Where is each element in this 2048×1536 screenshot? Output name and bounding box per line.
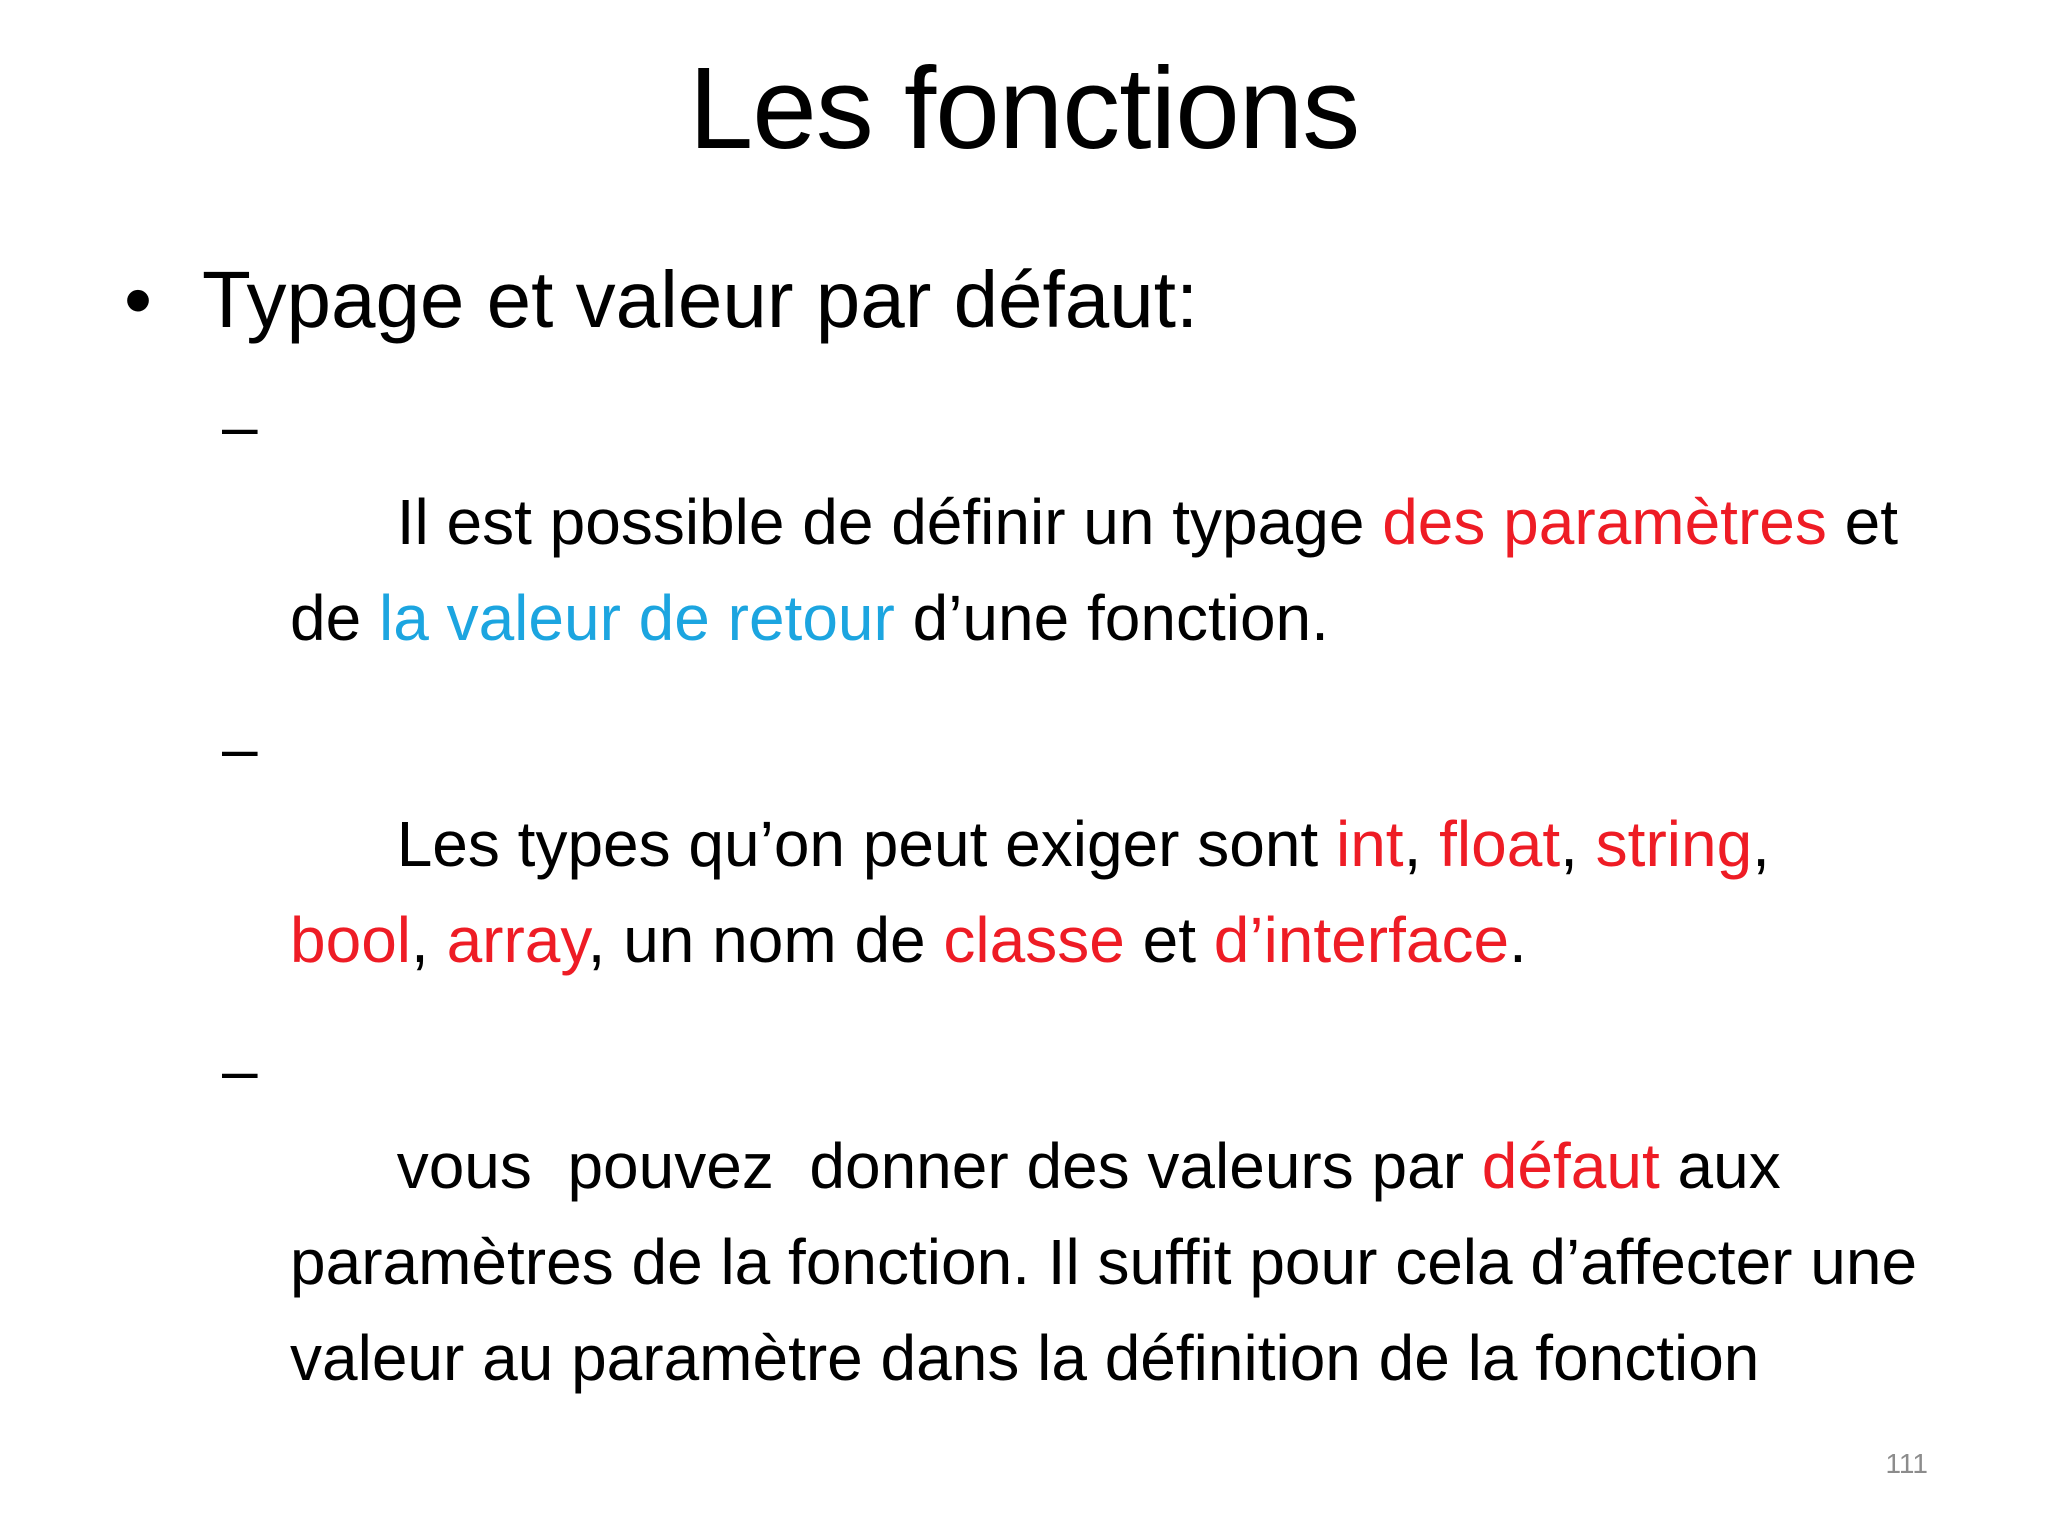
highlight-return-value: la valeur de retour	[378, 582, 895, 654]
slide-title: Les fonctions	[688, 43, 1360, 173]
text-segment: .	[1509, 904, 1527, 976]
highlight-string: string	[1595, 808, 1753, 880]
text-segment: d’une fonction.	[894, 582, 1329, 654]
highlight-interface: d’interface	[1213, 904, 1510, 976]
page-number: 111	[1885, 1448, 1928, 1479]
highlight-int: int	[1335, 808, 1404, 880]
text-segment: et de	[290, 486, 1916, 654]
highlight-float: float	[1439, 808, 1561, 880]
sub-item-text	[290, 1022, 1935, 1502]
text-segment: Les types qu’on peut exiger sont	[396, 808, 1336, 880]
bullet-item	[124, 252, 1199, 348]
sub-item-defaults	[222, 1022, 1935, 1502]
highlight-parameters: des paramètres	[1382, 486, 1827, 558]
bullet-text: Typage et valeur par défaut:	[202, 255, 1199, 344]
text-segment: ,	[1752, 808, 1788, 880]
text-segment: Il est possible de définir un typage	[396, 486, 1383, 558]
highlight-bool: bool	[290, 904, 411, 976]
text-segment: et	[1124, 904, 1214, 976]
dash-marker: –	[222, 1034, 258, 1106]
bullet-marker: •	[124, 255, 153, 344]
text-segment: ,	[411, 904, 447, 976]
text-segment: ,	[1403, 808, 1440, 880]
text-segment: , un nom de	[587, 904, 944, 976]
dash-marker: –	[222, 712, 258, 784]
highlight-default: défaut	[1481, 1130, 1660, 1202]
highlight-array: array	[446, 904, 588, 976]
dash-marker: –	[222, 390, 258, 462]
highlight-class: classe	[943, 904, 1125, 976]
text-segment: ,	[1560, 808, 1596, 880]
text-segment: vous pouvez donner des valeurs par	[396, 1130, 1482, 1202]
text-segment: aux paramètres de la fonction. Il suffit pour cela d’affecter une valeur au paramètre dans la définition de la fonction	[290, 1130, 1935, 1394]
